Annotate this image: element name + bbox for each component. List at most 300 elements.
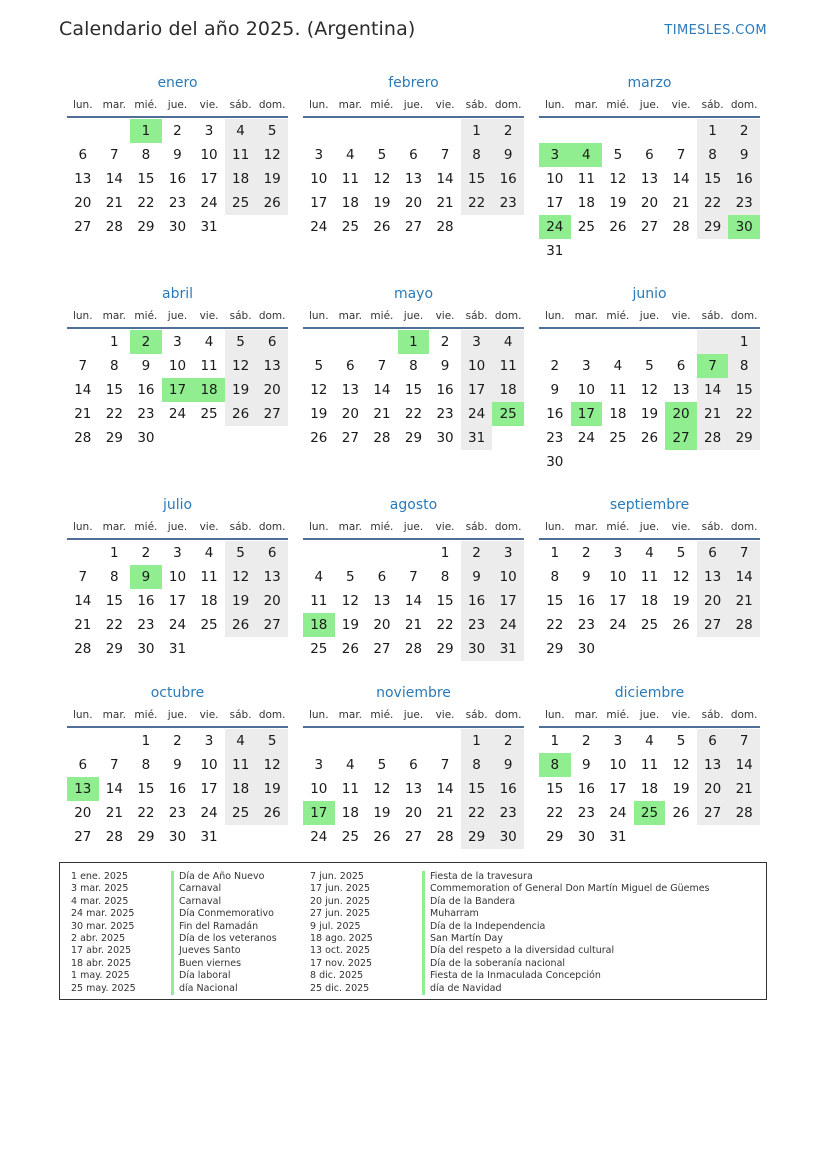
day-cell[interactable]: 1 — [728, 330, 760, 354]
day-cell[interactable]: 12 — [341, 593, 359, 609]
day-cell[interactable]: 27 — [256, 402, 288, 426]
day-cell[interactable]: 5 — [676, 733, 686, 749]
day-cell[interactable]: 9 — [582, 757, 591, 773]
day-cell[interactable]: 15 — [436, 593, 454, 609]
day-cell[interactable]: 31 — [492, 637, 524, 661]
day-cell[interactable]: 23 — [137, 406, 155, 422]
day-cell[interactable]: 5 — [613, 147, 623, 163]
day-cell[interactable]: 13 — [404, 171, 423, 187]
day-cell[interactable]: 21 — [105, 805, 123, 821]
day-cell[interactable]: 20 — [697, 777, 729, 801]
day-cell[interactable]: 11 — [492, 354, 524, 378]
day-cell[interactable]: 27 — [697, 613, 729, 637]
day-cell[interactable]: 10 — [200, 757, 218, 773]
day-cell[interactable]: 17 — [461, 378, 493, 402]
day-cell[interactable]: 8 — [110, 569, 119, 585]
day-cell[interactable]: 24 — [609, 617, 627, 633]
day-cell[interactable]: 11 — [577, 171, 595, 187]
day-cell[interactable]: 10 — [577, 382, 595, 398]
day-cell[interactable]: 24 — [168, 617, 187, 633]
day-cell[interactable]: 13 — [256, 354, 288, 378]
day-cell[interactable]: 30 — [728, 215, 760, 239]
day-cell[interactable]: 15 — [137, 781, 155, 797]
day-cell[interactable]: 9 — [130, 565, 162, 589]
day-cell[interactable]: 14 — [105, 171, 123, 187]
day-cell[interactable]: 8 — [697, 143, 729, 167]
day-cell[interactable]: 8 — [110, 358, 119, 374]
day-cell[interactable]: 1 — [461, 729, 493, 753]
day-cell[interactable]: 7 — [409, 569, 418, 585]
day-cell[interactable]: 10 — [168, 358, 187, 374]
day-cell[interactable]: 19 — [256, 167, 288, 191]
day-cell[interactable]: 18 — [200, 593, 218, 609]
day-cell[interactable]: 12 — [225, 565, 257, 589]
day-cell[interactable]: 10 — [609, 757, 627, 773]
day-cell[interactable]: 16 — [728, 167, 760, 191]
day-cell[interactable]: 28 — [74, 641, 92, 657]
day-cell[interactable]: 30 — [137, 430, 155, 446]
day-cell[interactable]: 12 — [310, 382, 328, 398]
day-cell[interactable]: 14 — [697, 378, 729, 402]
day-cell[interactable]: 22 — [137, 805, 155, 821]
day-cell[interactable]: 17 — [168, 593, 187, 609]
day-cell[interactable]: 24 — [200, 195, 218, 211]
day-cell[interactable]: 10 — [310, 781, 328, 797]
day-cell[interactable]: 17 — [609, 781, 627, 797]
day-cell[interactable]: 29 — [105, 641, 123, 657]
day-cell[interactable]: 18 — [640, 781, 659, 797]
day-cell[interactable]: 25 — [310, 641, 328, 657]
day-cell[interactable]: 11 — [609, 382, 627, 398]
day-cell[interactable]: 24 — [609, 805, 627, 821]
day-cell[interactable]: 13 — [640, 171, 659, 187]
day-cell[interactable]: 12 — [609, 171, 627, 187]
day-cell[interactable]: 16 — [577, 593, 595, 609]
day-cell[interactable]: 2 — [582, 733, 591, 749]
day-cell[interactable]: 22 — [404, 406, 423, 422]
day-cell[interactable]: 30 — [137, 641, 155, 657]
day-cell[interactable]: 25 — [200, 406, 218, 422]
day-cell[interactable]: 14 — [436, 171, 454, 187]
day-cell[interactable]: 12 — [256, 753, 288, 777]
day-cell[interactable]: 4 — [645, 733, 654, 749]
day-cell[interactable]: 9 — [492, 143, 524, 167]
day-cell[interactable]: 31 — [461, 426, 493, 450]
day-cell[interactable]: 13 — [404, 781, 423, 797]
day-cell[interactable]: 2 — [492, 729, 524, 753]
day-cell[interactable]: 16 — [168, 781, 187, 797]
day-cell[interactable]: 10 — [492, 565, 524, 589]
day-cell[interactable]: 27 — [665, 426, 697, 450]
day-cell[interactable]: 13 — [697, 753, 729, 777]
day-cell[interactable]: 29 — [461, 825, 493, 849]
day-cell[interactable]: 20 — [74, 805, 92, 821]
day-cell[interactable]: 23 — [577, 617, 595, 633]
day-cell[interactable]: 28 — [436, 219, 454, 235]
day-cell[interactable]: 29 — [697, 215, 729, 239]
day-cell[interactable]: 19 — [256, 777, 288, 801]
day-cell[interactable]: 21 — [74, 406, 92, 422]
day-cell[interactable]: 19 — [225, 378, 257, 402]
day-cell[interactable]: 6 — [256, 330, 288, 354]
day-cell[interactable]: 4 — [225, 119, 257, 143]
day-cell[interactable]: 23 — [546, 430, 564, 446]
day-cell[interactable]: 28 — [672, 219, 690, 235]
day-cell[interactable]: 5 — [256, 729, 288, 753]
day-cell[interactable]: 7 — [440, 147, 450, 163]
day-cell[interactable]: 30 — [436, 430, 454, 446]
day-cell[interactable]: 13 — [256, 565, 288, 589]
day-cell[interactable]: 5 — [645, 358, 654, 374]
day-cell[interactable]: 6 — [78, 147, 88, 163]
day-cell[interactable]: 5 — [225, 541, 257, 565]
day-cell[interactable]: 4 — [346, 147, 355, 163]
day-cell[interactable]: 30 — [577, 829, 595, 845]
day-cell[interactable]: 28 — [404, 641, 423, 657]
day-cell[interactable]: 2 — [141, 545, 151, 561]
day-cell[interactable]: 8 — [141, 757, 151, 773]
day-cell[interactable]: 6 — [256, 541, 288, 565]
day-cell[interactable]: 28 — [436, 829, 454, 845]
day-cell[interactable]: 3 — [204, 123, 214, 139]
day-cell[interactable]: 15 — [105, 382, 123, 398]
day-cell[interactable]: 24 — [492, 613, 524, 637]
day-cell[interactable]: 17 — [609, 593, 627, 609]
day-cell[interactable]: 5 — [676, 545, 686, 561]
day-cell[interactable]: 25 — [634, 801, 666, 825]
day-cell[interactable]: 4 — [314, 569, 324, 585]
day-cell[interactable]: 7 — [697, 354, 729, 378]
day-cell[interactable]: 3 — [173, 545, 182, 561]
day-cell[interactable]: 8 — [141, 147, 151, 163]
day-cell[interactable]: 9 — [461, 565, 493, 589]
day-cell[interactable]: 24 — [200, 805, 218, 821]
day-cell[interactable]: 8 — [550, 569, 560, 585]
day-cell[interactable]: 22 — [461, 191, 493, 215]
day-cell[interactable]: 3 — [613, 545, 623, 561]
day-cell[interactable]: 28 — [105, 829, 123, 845]
day-cell[interactable]: 18 — [193, 378, 225, 402]
day-cell[interactable]: 9 — [582, 569, 591, 585]
day-cell[interactable]: 20 — [404, 195, 423, 211]
day-cell[interactable]: 19 — [609, 195, 627, 211]
day-cell[interactable]: 6 — [346, 358, 355, 374]
day-cell[interactable]: 31 — [546, 243, 564, 259]
day-cell[interactable]: 10 — [200, 147, 218, 163]
day-cell[interactable]: 5 — [314, 358, 324, 374]
day-cell[interactable]: 29 — [137, 829, 155, 845]
day-cell[interactable]: 2 — [130, 330, 162, 354]
day-cell[interactable]: 12 — [256, 143, 288, 167]
day-cell[interactable]: 19 — [373, 805, 391, 821]
day-cell[interactable]: 23 — [461, 613, 493, 637]
day-cell[interactable]: 23 — [137, 617, 155, 633]
day-cell[interactable]: 26 — [672, 617, 690, 633]
day-cell[interactable]: 22 — [105, 617, 123, 633]
day-cell[interactable]: 23 — [728, 191, 760, 215]
day-cell[interactable]: 3 — [173, 334, 182, 350]
day-cell[interactable]: 18 — [492, 378, 524, 402]
day-cell[interactable]: 8 — [539, 753, 571, 777]
day-cell[interactable]: 2 — [582, 545, 591, 561]
day-cell[interactable]: 23 — [492, 191, 524, 215]
day-cell[interactable]: 23 — [168, 805, 187, 821]
day-cell[interactable]: 11 — [225, 143, 257, 167]
day-cell[interactable]: 14 — [436, 781, 454, 797]
day-cell[interactable]: 24 — [539, 215, 571, 239]
day-cell[interactable]: 16 — [137, 593, 155, 609]
day-cell[interactable]: 14 — [74, 382, 92, 398]
day-cell[interactable]: 15 — [546, 781, 564, 797]
day-cell[interactable]: 27 — [256, 613, 288, 637]
day-cell[interactable]: 3 — [492, 541, 524, 565]
day-cell[interactable]: 21 — [728, 777, 760, 801]
day-cell[interactable]: 26 — [373, 829, 391, 845]
day-cell[interactable]: 18 — [225, 167, 257, 191]
day-cell[interactable]: 13 — [341, 382, 359, 398]
day-cell[interactable]: 29 — [546, 829, 564, 845]
day-cell[interactable]: 27 — [640, 219, 659, 235]
day-cell[interactable]: 21 — [672, 195, 690, 211]
day-cell[interactable]: 17 — [162, 378, 194, 402]
day-cell[interactable]: 25 — [492, 402, 524, 426]
day-cell[interactable]: 16 — [461, 589, 493, 613]
day-cell[interactable]: 11 — [640, 569, 659, 585]
day-cell[interactable]: 22 — [137, 195, 155, 211]
day-cell[interactable]: 5 — [377, 757, 387, 773]
day-cell[interactable]: 27 — [74, 829, 92, 845]
day-cell[interactable]: 9 — [141, 358, 151, 374]
day-cell[interactable]: 19 — [672, 593, 690, 609]
day-cell[interactable]: 12 — [373, 171, 391, 187]
day-cell[interactable]: 7 — [78, 569, 88, 585]
day-cell[interactable]: 16 — [137, 382, 155, 398]
day-cell[interactable]: 8 — [461, 753, 493, 777]
day-cell[interactable]: 23 — [492, 801, 524, 825]
day-cell[interactable]: 1 — [110, 334, 119, 350]
day-cell[interactable]: 24 — [461, 402, 493, 426]
day-cell[interactable]: 15 — [697, 167, 729, 191]
day-cell[interactable]: 18 — [640, 593, 659, 609]
day-cell[interactable]: 11 — [310, 593, 328, 609]
day-cell[interactable]: 12 — [672, 569, 690, 585]
day-cell[interactable]: 21 — [436, 805, 454, 821]
day-cell[interactable]: 2 — [440, 334, 450, 350]
day-cell[interactable]: 10 — [546, 171, 564, 187]
day-cell[interactable]: 3 — [204, 733, 214, 749]
day-cell[interactable]: 25 — [225, 801, 257, 825]
day-cell[interactable]: 20 — [640, 195, 659, 211]
day-cell[interactable]: 28 — [697, 426, 729, 450]
day-cell[interactable]: 4 — [225, 729, 257, 753]
day-cell[interactable]: 20 — [256, 589, 288, 613]
day-cell[interactable]: 26 — [256, 191, 288, 215]
day-cell[interactable]: 2 — [461, 541, 493, 565]
day-cell[interactable]: 19 — [310, 406, 328, 422]
day-cell[interactable]: 19 — [373, 195, 391, 211]
day-cell[interactable]: 12 — [373, 781, 391, 797]
day-cell[interactable]: 14 — [373, 382, 391, 398]
day-cell[interactable]: 21 — [697, 402, 729, 426]
day-cell[interactable]: 29 — [728, 426, 760, 450]
day-cell[interactable]: 15 — [728, 378, 760, 402]
day-cell[interactable]: 13 — [74, 171, 92, 187]
day-cell[interactable]: 14 — [74, 593, 92, 609]
day-cell[interactable]: 10 — [310, 171, 328, 187]
day-cell[interactable]: 29 — [404, 430, 423, 446]
day-cell[interactable]: 24 — [310, 829, 328, 845]
day-cell[interactable]: 20 — [404, 805, 423, 821]
day-cell[interactable]: 22 — [546, 617, 564, 633]
day-cell[interactable]: 16 — [546, 406, 564, 422]
day-cell[interactable]: 25 — [341, 829, 359, 845]
day-cell[interactable]: 3 — [314, 757, 324, 773]
day-cell[interactable]: 28 — [74, 430, 92, 446]
day-cell[interactable]: 12 — [672, 757, 690, 773]
day-cell[interactable]: 22 — [461, 801, 493, 825]
day-cell[interactable]: 6 — [697, 541, 729, 565]
day-cell[interactable]: 14 — [404, 593, 423, 609]
day-cell[interactable]: 31 — [168, 641, 187, 657]
day-cell[interactable]: 7 — [110, 147, 119, 163]
day-cell[interactable]: 13 — [373, 593, 391, 609]
day-cell[interactable]: 30 — [461, 637, 493, 661]
day-cell[interactable]: 4 — [204, 545, 214, 561]
day-cell[interactable]: 5 — [225, 330, 257, 354]
day-cell[interactable]: 6 — [645, 147, 654, 163]
day-cell[interactable]: 23 — [168, 195, 187, 211]
day-cell[interactable]: 30 — [577, 641, 595, 657]
day-cell[interactable]: 26 — [640, 430, 659, 446]
day-cell[interactable]: 20 — [341, 406, 359, 422]
day-cell[interactable]: 18 — [341, 805, 359, 821]
day-cell[interactable]: 22 — [105, 406, 123, 422]
day-cell[interactable]: 14 — [728, 753, 760, 777]
day-cell[interactable]: 21 — [404, 617, 423, 633]
day-cell[interactable]: 7 — [728, 729, 760, 753]
day-cell[interactable]: 22 — [436, 617, 454, 633]
day-cell[interactable]: 17 — [303, 801, 335, 825]
day-cell[interactable]: 21 — [436, 195, 454, 211]
day-cell[interactable]: 13 — [67, 777, 99, 801]
day-cell[interactable]: 17 — [546, 195, 564, 211]
day-cell[interactable]: 13 — [697, 565, 729, 589]
day-cell[interactable]: 1 — [550, 733, 560, 749]
day-cell[interactable]: 27 — [74, 219, 92, 235]
day-cell[interactable]: 8 — [440, 569, 450, 585]
day-cell[interactable]: 6 — [78, 757, 88, 773]
day-cell[interactable]: 26 — [225, 613, 257, 637]
day-cell[interactable]: 23 — [436, 406, 454, 422]
day-cell[interactable]: 11 — [341, 171, 359, 187]
day-cell[interactable]: 18 — [609, 406, 627, 422]
day-cell[interactable]: 6 — [377, 569, 387, 585]
day-cell[interactable]: 11 — [200, 569, 218, 585]
day-cell[interactable]: 15 — [404, 382, 423, 398]
day-cell[interactable]: 6 — [676, 358, 686, 374]
day-cell[interactable]: 1 — [550, 545, 560, 561]
day-cell[interactable]: 29 — [137, 219, 155, 235]
day-cell[interactable]: 27 — [404, 219, 423, 235]
day-cell[interactable]: 29 — [436, 641, 454, 657]
day-cell[interactable]: 27 — [373, 641, 391, 657]
day-cell[interactable]: 15 — [137, 171, 155, 187]
day-cell[interactable]: 23 — [577, 805, 595, 821]
day-cell[interactable]: 19 — [225, 589, 257, 613]
day-cell[interactable]: 14 — [672, 171, 690, 187]
day-cell[interactable]: 16 — [492, 777, 524, 801]
day-cell[interactable]: 8 — [461, 143, 493, 167]
day-cell[interactable]: 17 — [492, 589, 524, 613]
day-cell[interactable]: 22 — [728, 402, 760, 426]
day-cell[interactable]: 2 — [492, 119, 524, 143]
day-cell[interactable]: 27 — [697, 801, 729, 825]
day-cell[interactable]: 1 — [398, 330, 430, 354]
day-cell[interactable]: 9 — [173, 757, 182, 773]
day-cell[interactable]: 26 — [341, 641, 359, 657]
day-cell[interactable]: 28 — [105, 219, 123, 235]
day-cell[interactable]: 27 — [404, 829, 423, 845]
day-cell[interactable]: 9 — [550, 382, 560, 398]
day-cell[interactable]: 4 — [613, 358, 623, 374]
day-cell[interactable]: 17 — [310, 195, 328, 211]
day-cell[interactable]: 20 — [373, 617, 391, 633]
day-cell[interactable]: 7 — [110, 757, 119, 773]
day-cell[interactable]: 19 — [640, 406, 659, 422]
day-cell[interactable]: 31 — [200, 219, 218, 235]
day-cell[interactable]: 26 — [609, 219, 627, 235]
day-cell[interactable]: 4 — [571, 143, 603, 167]
day-cell[interactable]: 10 — [461, 354, 493, 378]
day-cell[interactable]: 25 — [200, 617, 218, 633]
day-cell[interactable]: 21 — [74, 617, 92, 633]
day-cell[interactable]: 30 — [492, 825, 524, 849]
day-cell[interactable]: 5 — [256, 119, 288, 143]
day-cell[interactable]: 3 — [314, 147, 324, 163]
day-cell[interactable]: 9 — [440, 358, 450, 374]
day-cell[interactable]: 29 — [546, 641, 564, 657]
day-cell[interactable]: 6 — [409, 147, 418, 163]
day-cell[interactable]: 10 — [609, 569, 627, 585]
day-cell[interactable]: 30 — [546, 454, 564, 470]
day-cell[interactable]: 11 — [640, 757, 659, 773]
day-cell[interactable]: 21 — [728, 589, 760, 613]
day-cell[interactable]: 7 — [377, 358, 387, 374]
day-cell[interactable]: 3 — [461, 330, 493, 354]
day-cell[interactable]: 11 — [225, 753, 257, 777]
day-cell[interactable]: 18 — [225, 777, 257, 801]
day-cell[interactable]: 24 — [577, 430, 595, 446]
day-cell[interactable]: 2 — [173, 733, 182, 749]
day-cell[interactable]: 28 — [728, 613, 760, 637]
day-cell[interactable]: 2 — [173, 123, 182, 139]
day-cell[interactable]: 9 — [173, 147, 182, 163]
day-cell[interactable]: 21 — [105, 195, 123, 211]
day-cell[interactable]: 26 — [225, 402, 257, 426]
day-cell[interactable]: 19 — [672, 781, 690, 797]
day-cell[interactable]: 24 — [310, 219, 328, 235]
day-cell[interactable]: 5 — [377, 147, 387, 163]
day-cell[interactable]: 1 — [461, 119, 493, 143]
day-cell[interactable]: 19 — [341, 617, 359, 633]
day-cell[interactable]: 18 — [577, 195, 595, 211]
day-cell[interactable]: 16 — [577, 781, 595, 797]
day-cell[interactable]: 25 — [341, 219, 359, 235]
day-cell[interactable]: 4 — [645, 545, 654, 561]
day-cell[interactable]: 20 — [665, 402, 697, 426]
day-cell[interactable]: 7 — [728, 541, 760, 565]
day-cell[interactable]: 14 — [728, 565, 760, 589]
